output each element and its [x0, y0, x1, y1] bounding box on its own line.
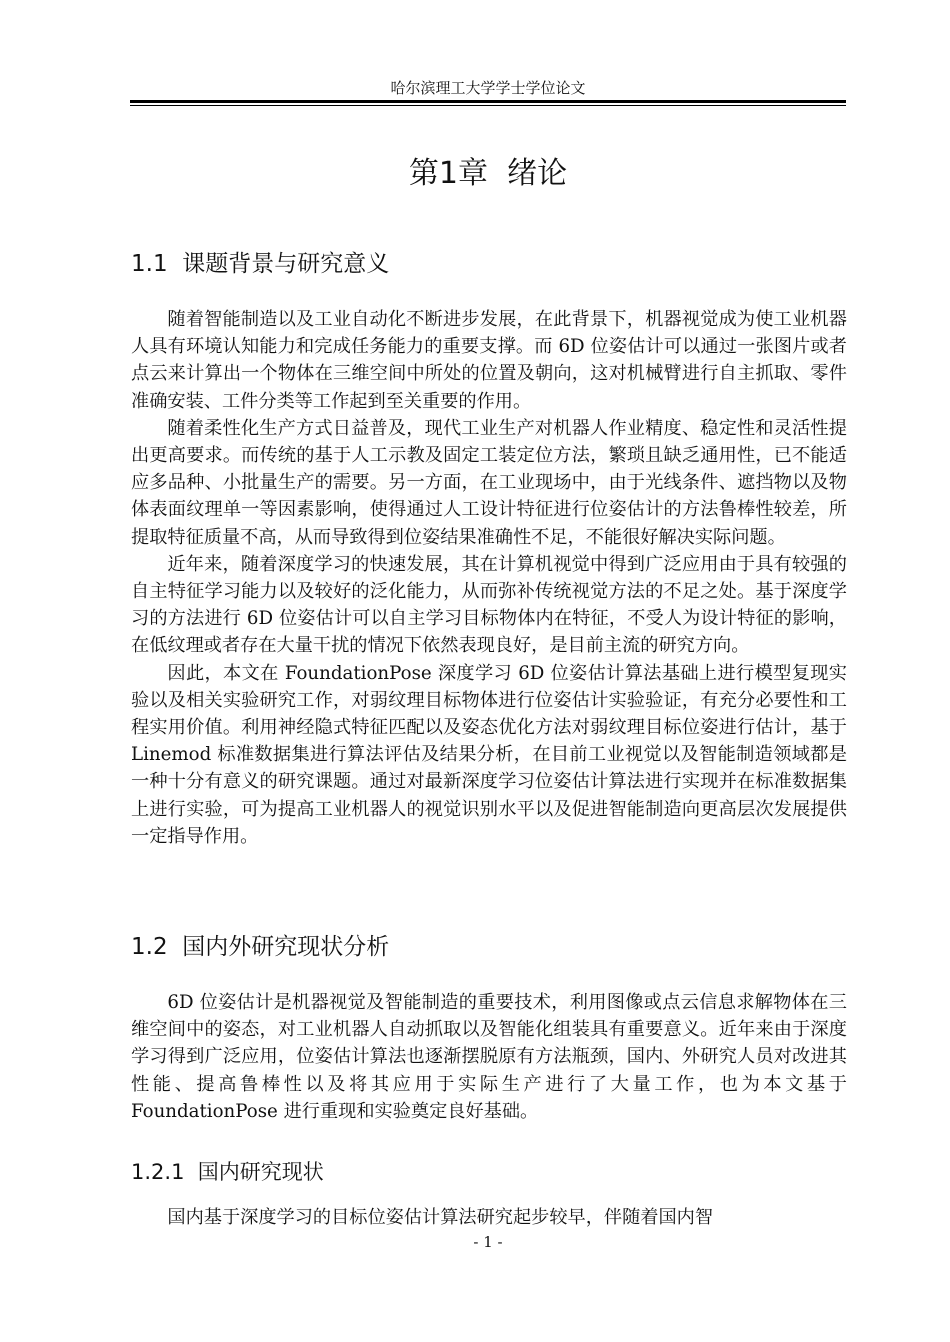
section-1-2-body	[131, 989, 847, 1125]
header-rule-thin	[130, 105, 846, 106]
section-1-2-1-body	[131, 1204, 847, 1231]
running-header: 哈尔滨理工大学学士学位论文	[390, 79, 586, 97]
section-heading-1-1: 1.1 课题背景与研究意义	[131, 251, 390, 277]
section-heading-1-2: 1.2 国内外研究现状分析	[131, 934, 390, 960]
page-number: - 1 -	[473, 1233, 503, 1251]
paragraph: 国内基于深度学习的目标位姿估计算法研究起步较早，伴随着国内智	[167, 1207, 714, 1228]
section-1-1-body	[131, 306, 847, 850]
section-heading-1-2-1: 1.2.1 国内研究现状	[131, 1160, 324, 1184]
paragraph: 因此，本文在 FoundationPose 深度学习 6D 位姿估计算法基础上进行模型复现实验以及相关实验研究工作，对弱纹理目标物体进行位姿估计实验验证，有充分必要性和工程实用价值。利用神经隐式特征匹配以及姿态优化方法对弱纹理目标位姿进行估计，基于 Linemod 标准数据集进行算法评估及结果分析，在目前工业视觉以及智能制造领域都是一种十分有意义的研究课题。通过对最新深度学习位姿估计算法进行实现并在标准数据集上进行实验，可为提高工业机器人的视觉识别水平以及促进智能制造向更高层次发展提供一定指导作用。	[131, 662, 847, 847]
paragraph: 随着智能制造以及工业自动化不断进步发展，在此背景下，机器视觉成为使工业机器人具有环境认知能力和完成任务能力的重要支撑。而 6D 位姿估计可以通过一张图片或者点云来计算出一个物体在三维空间中所处的位置及朝向，这对机械臂进行自主抓取、零件准确安装、工件分类等工作起到至关重要的作用。	[131, 309, 847, 412]
paragraph: 近年来，随着深度学习的快速发展，其在计算机视觉中得到广泛应用由于具有较强的自主特征学习能力以及较好的泛化能力，从而弥补传统视觉方法的不足之处。基于深度学习的方法进行 6D 位姿估计可以自主学习目标物体内在特征，不受人为设计特征的影响，在低纹理或者存在大量干扰的情况下依然表现良好，是目前主流的研究方向。	[131, 553, 847, 657]
chapter-title: 第1章 绪论	[408, 156, 568, 191]
paragraph: 随着柔性化生产方式日益普及，现代工业生产对机器人作业精度、稳定性和灵活性提出更高要求。而传统的基于人工示教及固定工装定位方法，繁琐且缺乏通用性，已不能适应多品种、小批量生产的需要。另一方面，在工业现场中，由于光线条件、遮挡物以及物体表面纹理单一等因素影响，使得通过人工设计特征进行位姿估计的方法鲁棒性较差，所提取特征质量不高，从而导致得到位姿结果准确性不足，不能很好解决实际问题。	[131, 417, 847, 548]
header-rule-thick	[130, 100, 846, 103]
paragraph: 6D 位姿估计是机器视觉及智能制造的重要技术，利用图像或点云信息求解物体在三维空间中的姿态，对工业机器人自动抓取以及智能化组装具有重要意义。近年来由于深度学习得到广泛应用，位姿估计算法也逐渐摆脱原有方法瓶颈，国内、外研究人员对改进其性能、提高鲁棒性以及将其应用于实际生产进行了大量工作，也为本文基于 FoundationPose 进行重现和实验奠定良好基础。	[131, 992, 847, 1122]
